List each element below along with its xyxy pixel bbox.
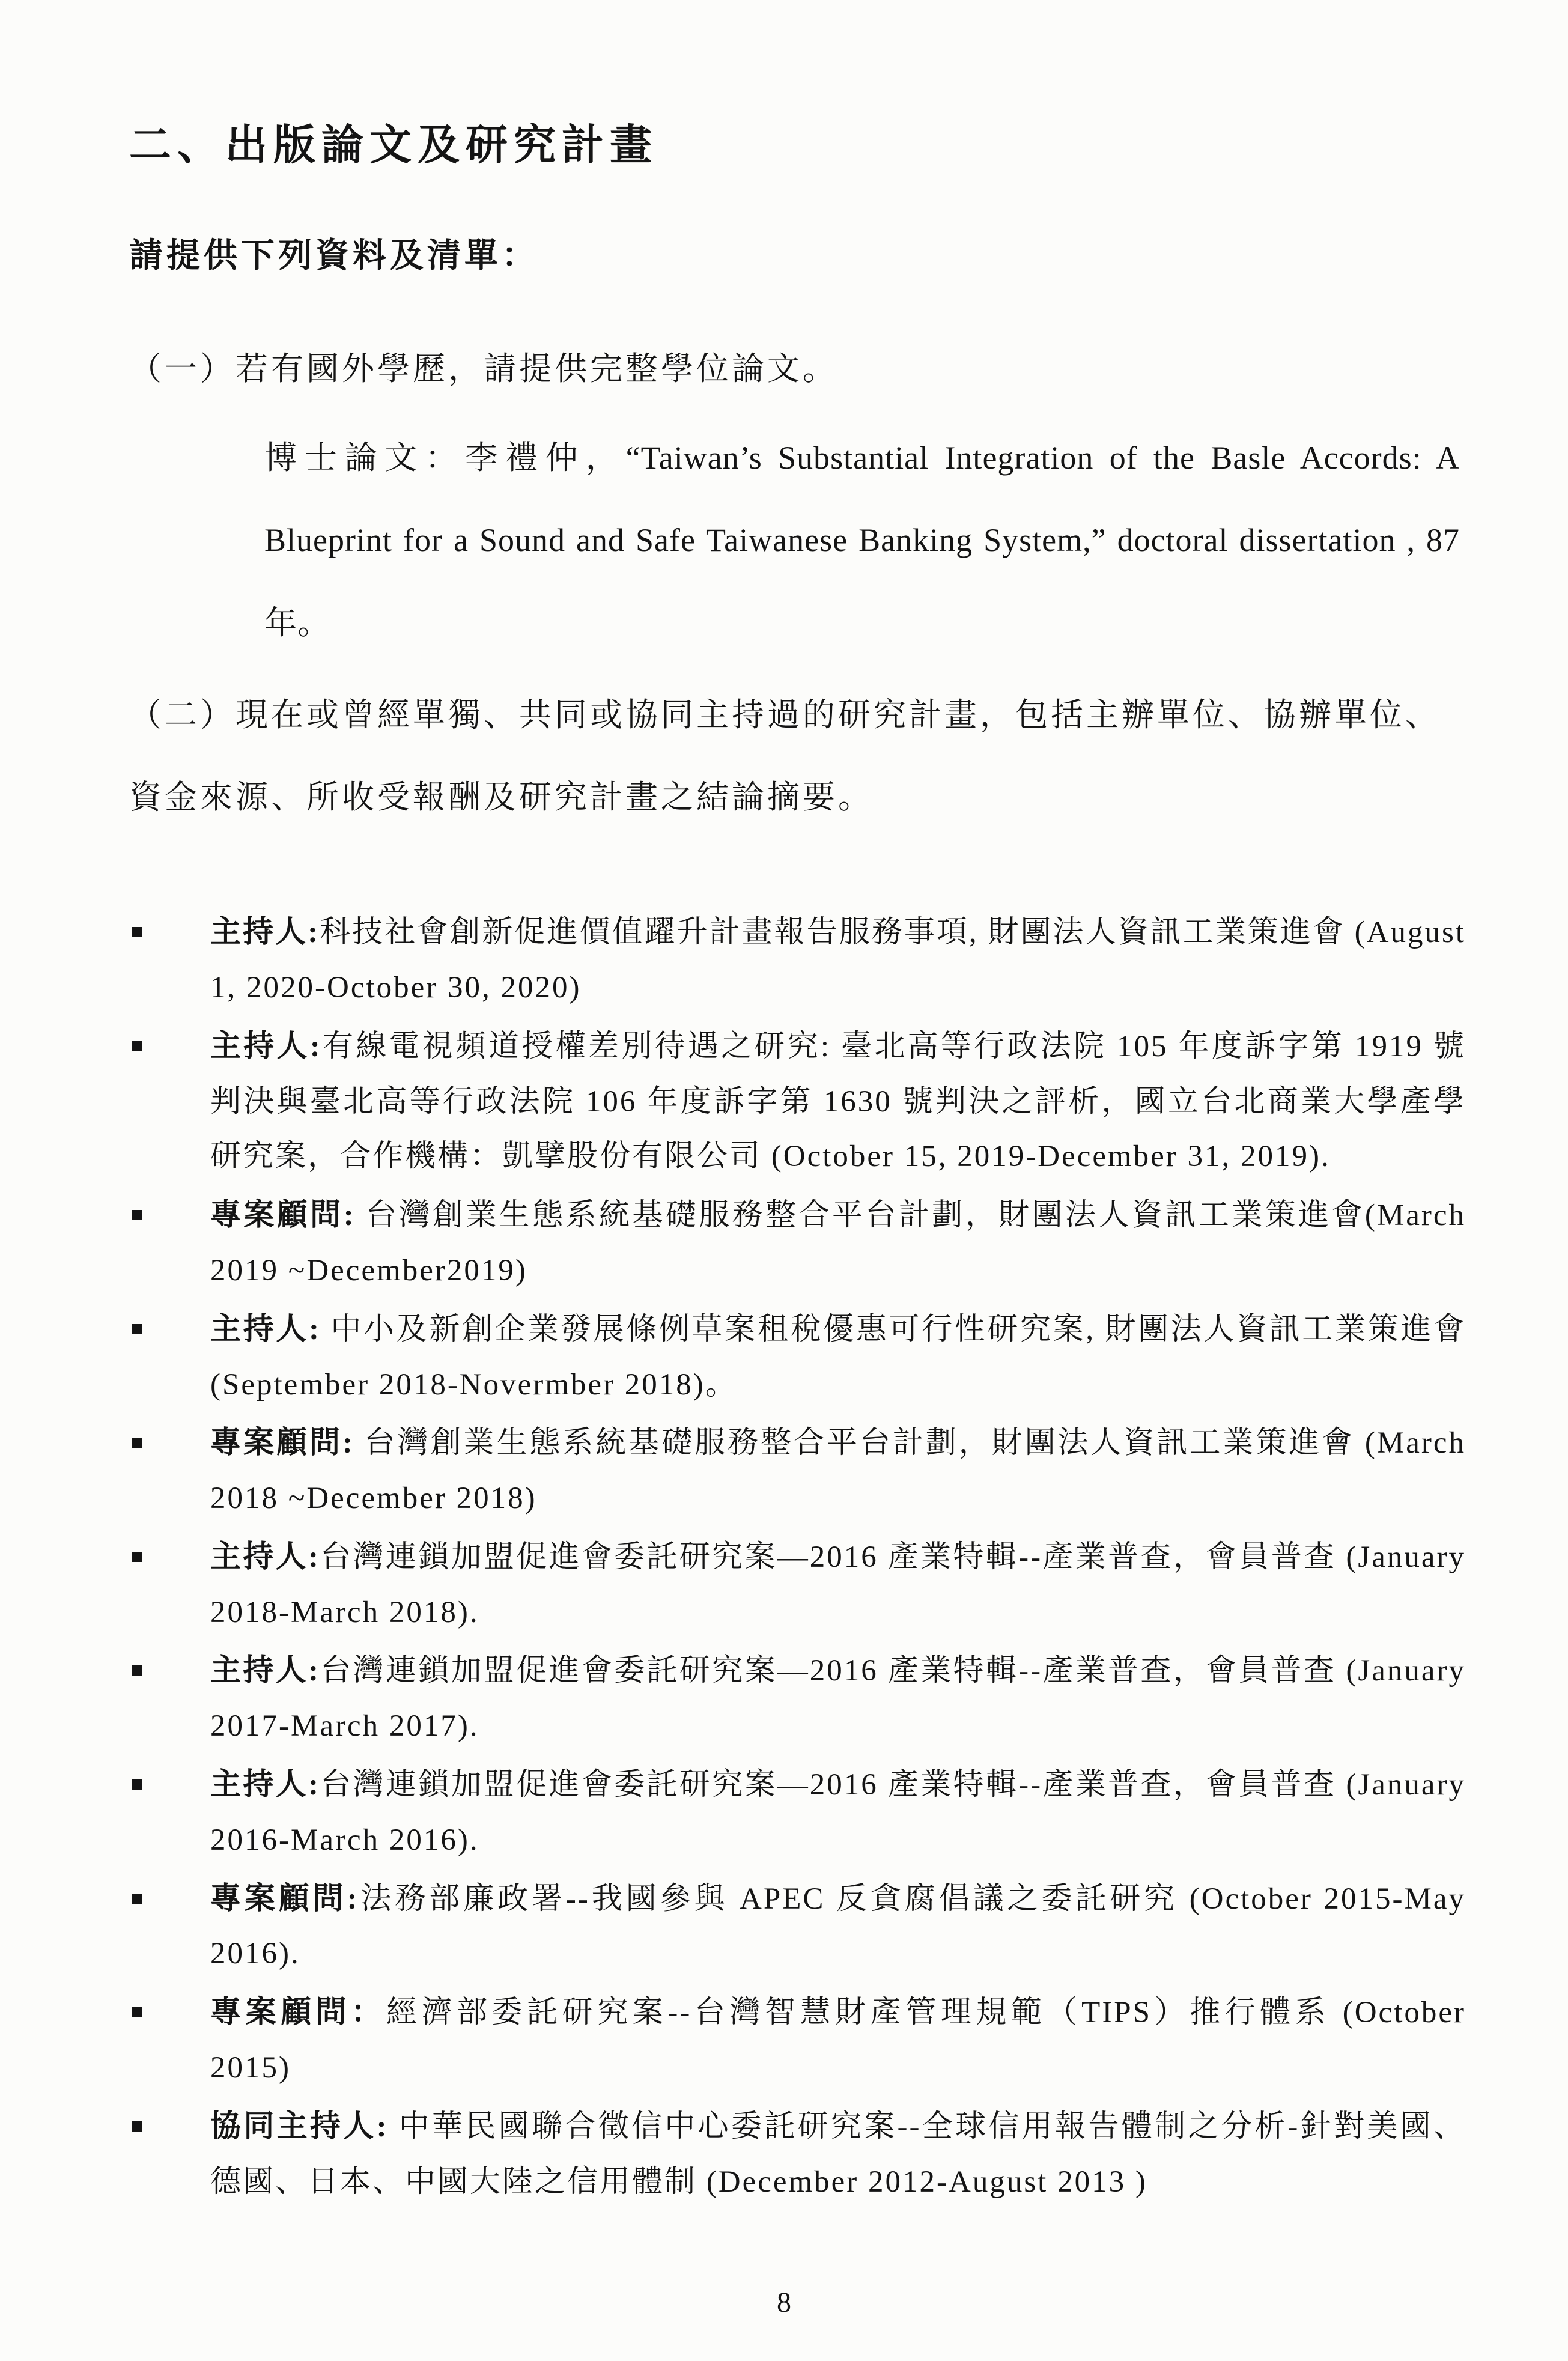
- bullet-square-icon: [132, 1210, 142, 1220]
- bullet-square-icon: [132, 2007, 142, 2017]
- project-text: 法務部廉政署--我國參與 APEC 反貪腐倡議之委託研究 (October 2015-May 2016).: [210, 1882, 1466, 1971]
- bullet-square-icon: [132, 1665, 142, 1676]
- intro-line: 請提供下列資料及清單：: [129, 237, 539, 275]
- bullet-square-icon: [132, 1324, 142, 1334]
- list-item: [129, 1019, 1466, 1185]
- project-role-label: 主持人:: [210, 1654, 320, 1688]
- list-item: [129, 1644, 1466, 1754]
- project-role-label: 專案顧問:: [210, 1882, 359, 1916]
- project-text: 中華民國聯合徵信中心委託研究案--全球信用報告體制之分析-針對美國、德國、日本、中國大陸之信用體制 (December 2012-August 2013 ): [210, 2109, 1466, 2199]
- section-two-lead: （二）現在或曾經單獨、共同或協同主持過的研究計畫，包括主辦單位、協辦單位、資金來源、所收受報酬及研究計畫之結論摘要。: [129, 696, 1441, 816]
- list-item: [129, 1188, 1466, 1299]
- bullet-square-icon: [132, 927, 142, 937]
- bullet-square-icon: [132, 1894, 142, 1904]
- bullet-square-icon: [132, 1041, 142, 1051]
- bullet-square-icon: [132, 1552, 142, 1562]
- project-role-label: 專案顧問:: [210, 1426, 354, 1460]
- project-role-label: 專案顧問：: [210, 1996, 386, 2030]
- section-one-lead: （一）若有國外學歷，請提供完整學位論文。: [129, 351, 838, 387]
- bullet-square-icon: [132, 1438, 142, 1448]
- project-text: 有線電視頻道授權差別待遇之研究: 臺北高等行政法院 105 年度訴字第 1919 號判決與臺北高等行政法院 106 年度訴字第 1630 號判決之評析，國立台北商業大學產學研究案，合作機構：凱擘股份有限公司 (October 15, 2019-December 31, 2019).: [210, 1029, 1466, 1174]
- project-role-label: 主持人:: [210, 1540, 320, 1574]
- project-text: 台灣創業生態系統基礎服務整合平台計劃，財團法人資訊工業策進會(March 2019 ~December2019): [210, 1199, 1466, 1287]
- page-number: 8: [777, 2287, 791, 2318]
- bullet-square-icon: [132, 2121, 142, 2132]
- list-item: [129, 1758, 1466, 1868]
- project-list: [129, 905, 1466, 2210]
- project-text: 台灣連鎖加盟促進會委託研究案—2016 產業特輯--產業普查，會員普查 (January 2017-March 2017).: [210, 1654, 1466, 1743]
- list-item: [129, 1530, 1466, 1641]
- page-title: 二、出版論文及研究計畫: [129, 123, 658, 169]
- project-text: 經濟部委託研究案--台灣智慧財產管理規範（TIPS）推行體系 (October 2015): [210, 1996, 1466, 2085]
- project-role-label: 協同主持人:: [210, 2109, 389, 2144]
- project-role-label: 主持人:: [210, 1768, 320, 1802]
- project-role-label: 主持人:: [210, 916, 320, 950]
- dissertation-paragraph: 博士論文：李禮仲，“Taiwan’s Substantial Integration of the Basle Accords: A Blueprint for a Sound and Safe Taiwanese Banking System,” doctoral dissertation , 87 年。: [264, 439, 1460, 642]
- bullet-square-icon: [132, 1779, 142, 1790]
- list-item: [129, 2100, 1466, 2210]
- project-role-label: 主持人:: [210, 1312, 321, 1346]
- project-role-label: 主持人:: [210, 1029, 322, 1063]
- list-item: [129, 1416, 1466, 1527]
- list-item: [129, 1986, 1466, 2096]
- list-item: [129, 905, 1466, 1016]
- project-text: 台灣連鎖加盟促進會委託研究案—2016 產業特輯--產業普查，會員普查 (January 2016-March 2016).: [210, 1768, 1466, 1857]
- project-role-label: 專案顧問:: [210, 1199, 356, 1233]
- list-item: [129, 1302, 1466, 1413]
- project-text: 科技社會創新促進價值躍升計畫報告服務事項, 財團法人資訊工業策進會 (August 1, 2020-October 30, 2020): [210, 916, 1466, 1004]
- project-text: 台灣連鎖加盟促進會委託研究案—2016 產業特輯--產業普查，會員普查 (January 2018-March 2018).: [210, 1540, 1466, 1629]
- list-item: [129, 1872, 1466, 1983]
- project-text: 台灣創業生態系統基礎服務整合平台計劃，財團法人資訊工業策進會 (March 2018 ~December 2018): [210, 1426, 1466, 1516]
- project-text: 中小及新創企業發展條例草案租稅優惠可行性研究案, 財團法人資訊工業策進會 (September 2018-Novermber 2018)。: [210, 1312, 1466, 1402]
